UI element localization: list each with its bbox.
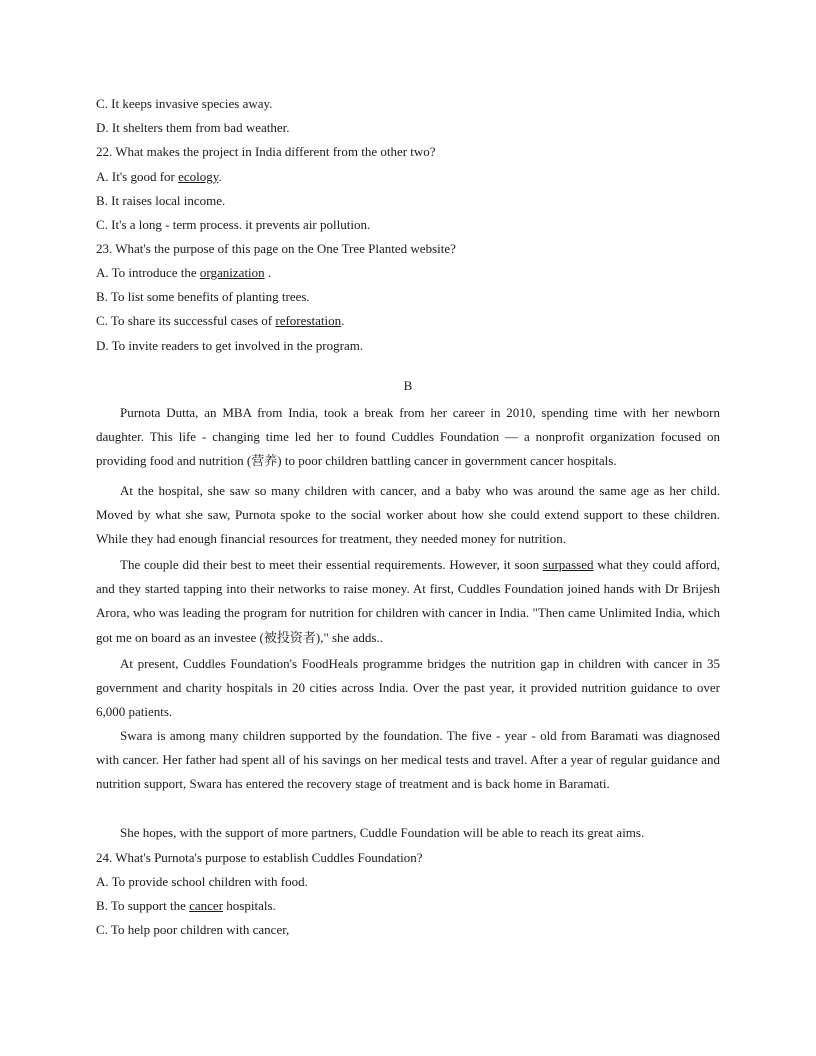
q22-option-b: B. It raises local income. [96,193,226,208]
passage-paragraph-2: At the hospital, she saw so many children with cancer, and a baby who was around the same age as her child. Moved by what she saw, Purnota spoke to the social worker about how she could extend support to these children. While they had enough financial resources for treatment, they needed money for nutrition. [96,483,720,547]
q23-option-b: B. To list some benefits of planting trees. [96,289,310,304]
underlined-word: reforestation [275,313,342,328]
q24-option-a: A. To provide school children with food. [96,874,308,889]
q23-option-a: A. To introduce the organization . [96,265,272,280]
q21-option-c: C. It keeps invasive species away. [96,96,273,111]
q24-option-c: C. To help poor children with cancer, [96,922,290,937]
passage-paragraph-1: Purnota Dutta, an MBA from India, took a break from her career in 2010, spending time with her newborn daughter. This life - changing time led her to found Cuddles Foundation — a nonprofit organization focused on providing food and nutrition (营养) to poor children battling cancer in government cancer hospitals. [96,405,720,469]
passage-paragraph-5: Swara is among many children supported by the foundation. The five - year - old from Baramati was diagnosed with cancer. Her father had spent all of his savings on her medical tests and travel. After a year of regular guidance and nutrition support, Swara has entered the recovery stage of treatment and is back home in Baramati. [96,728,720,792]
question-23: 23. What's the purpose of this page on the One Tree Planted website? [96,241,456,256]
underlined-word: ecology [178,169,219,184]
section-heading-b: B [403,378,413,393]
underlined-word: organization [199,265,265,280]
q23-option-c: C. To share its successful cases of reforestation. [96,313,345,328]
passage-paragraph-4: At present, Cuddles Foundation's FoodHeals programme bridges the nutrition gap in children with cancer in 35 government and charity hospitals in 20 cities across India. Over the past year, it provided nutrition guidance to over 6,000 patients. [96,656,720,720]
question-24: 24. What's Purnota's purpose to establish Cuddles Foundation? [96,850,423,865]
passage-paragraph-3: The couple did their best to meet their essential requirements. However, it soon surpassed what they could afford, and they started tapping into their networks to raise money. At first, Cuddles Foundation joined hands with Dr Brijesh Arora, who was leading the program for nutrition for children with cancer in India. "Then came Unlimited India, which got me on board as an investee (被投资者)," she adds.. [96,557,720,645]
underlined-word: surpassed [542,557,594,572]
q22-option-a: A. It's good for ecology. [96,169,222,184]
q23-option-d: D. To invite readers to get involved in the program. [96,338,364,353]
passage-paragraph-6: She hopes, with the support of more partners, Cuddle Foundation will be able to reach its great aims. [120,825,645,840]
q24-option-b: B. To support the cancer hospitals. [96,898,276,913]
underlined-word: cancer [189,898,224,913]
q22-option-c: C. It's a long - term process. it prevents air pollution. [96,217,371,232]
question-22: 22. What makes the project in India different from the other two? [96,144,436,159]
q21-option-d: D. It shelters them from bad weather. [96,120,290,135]
